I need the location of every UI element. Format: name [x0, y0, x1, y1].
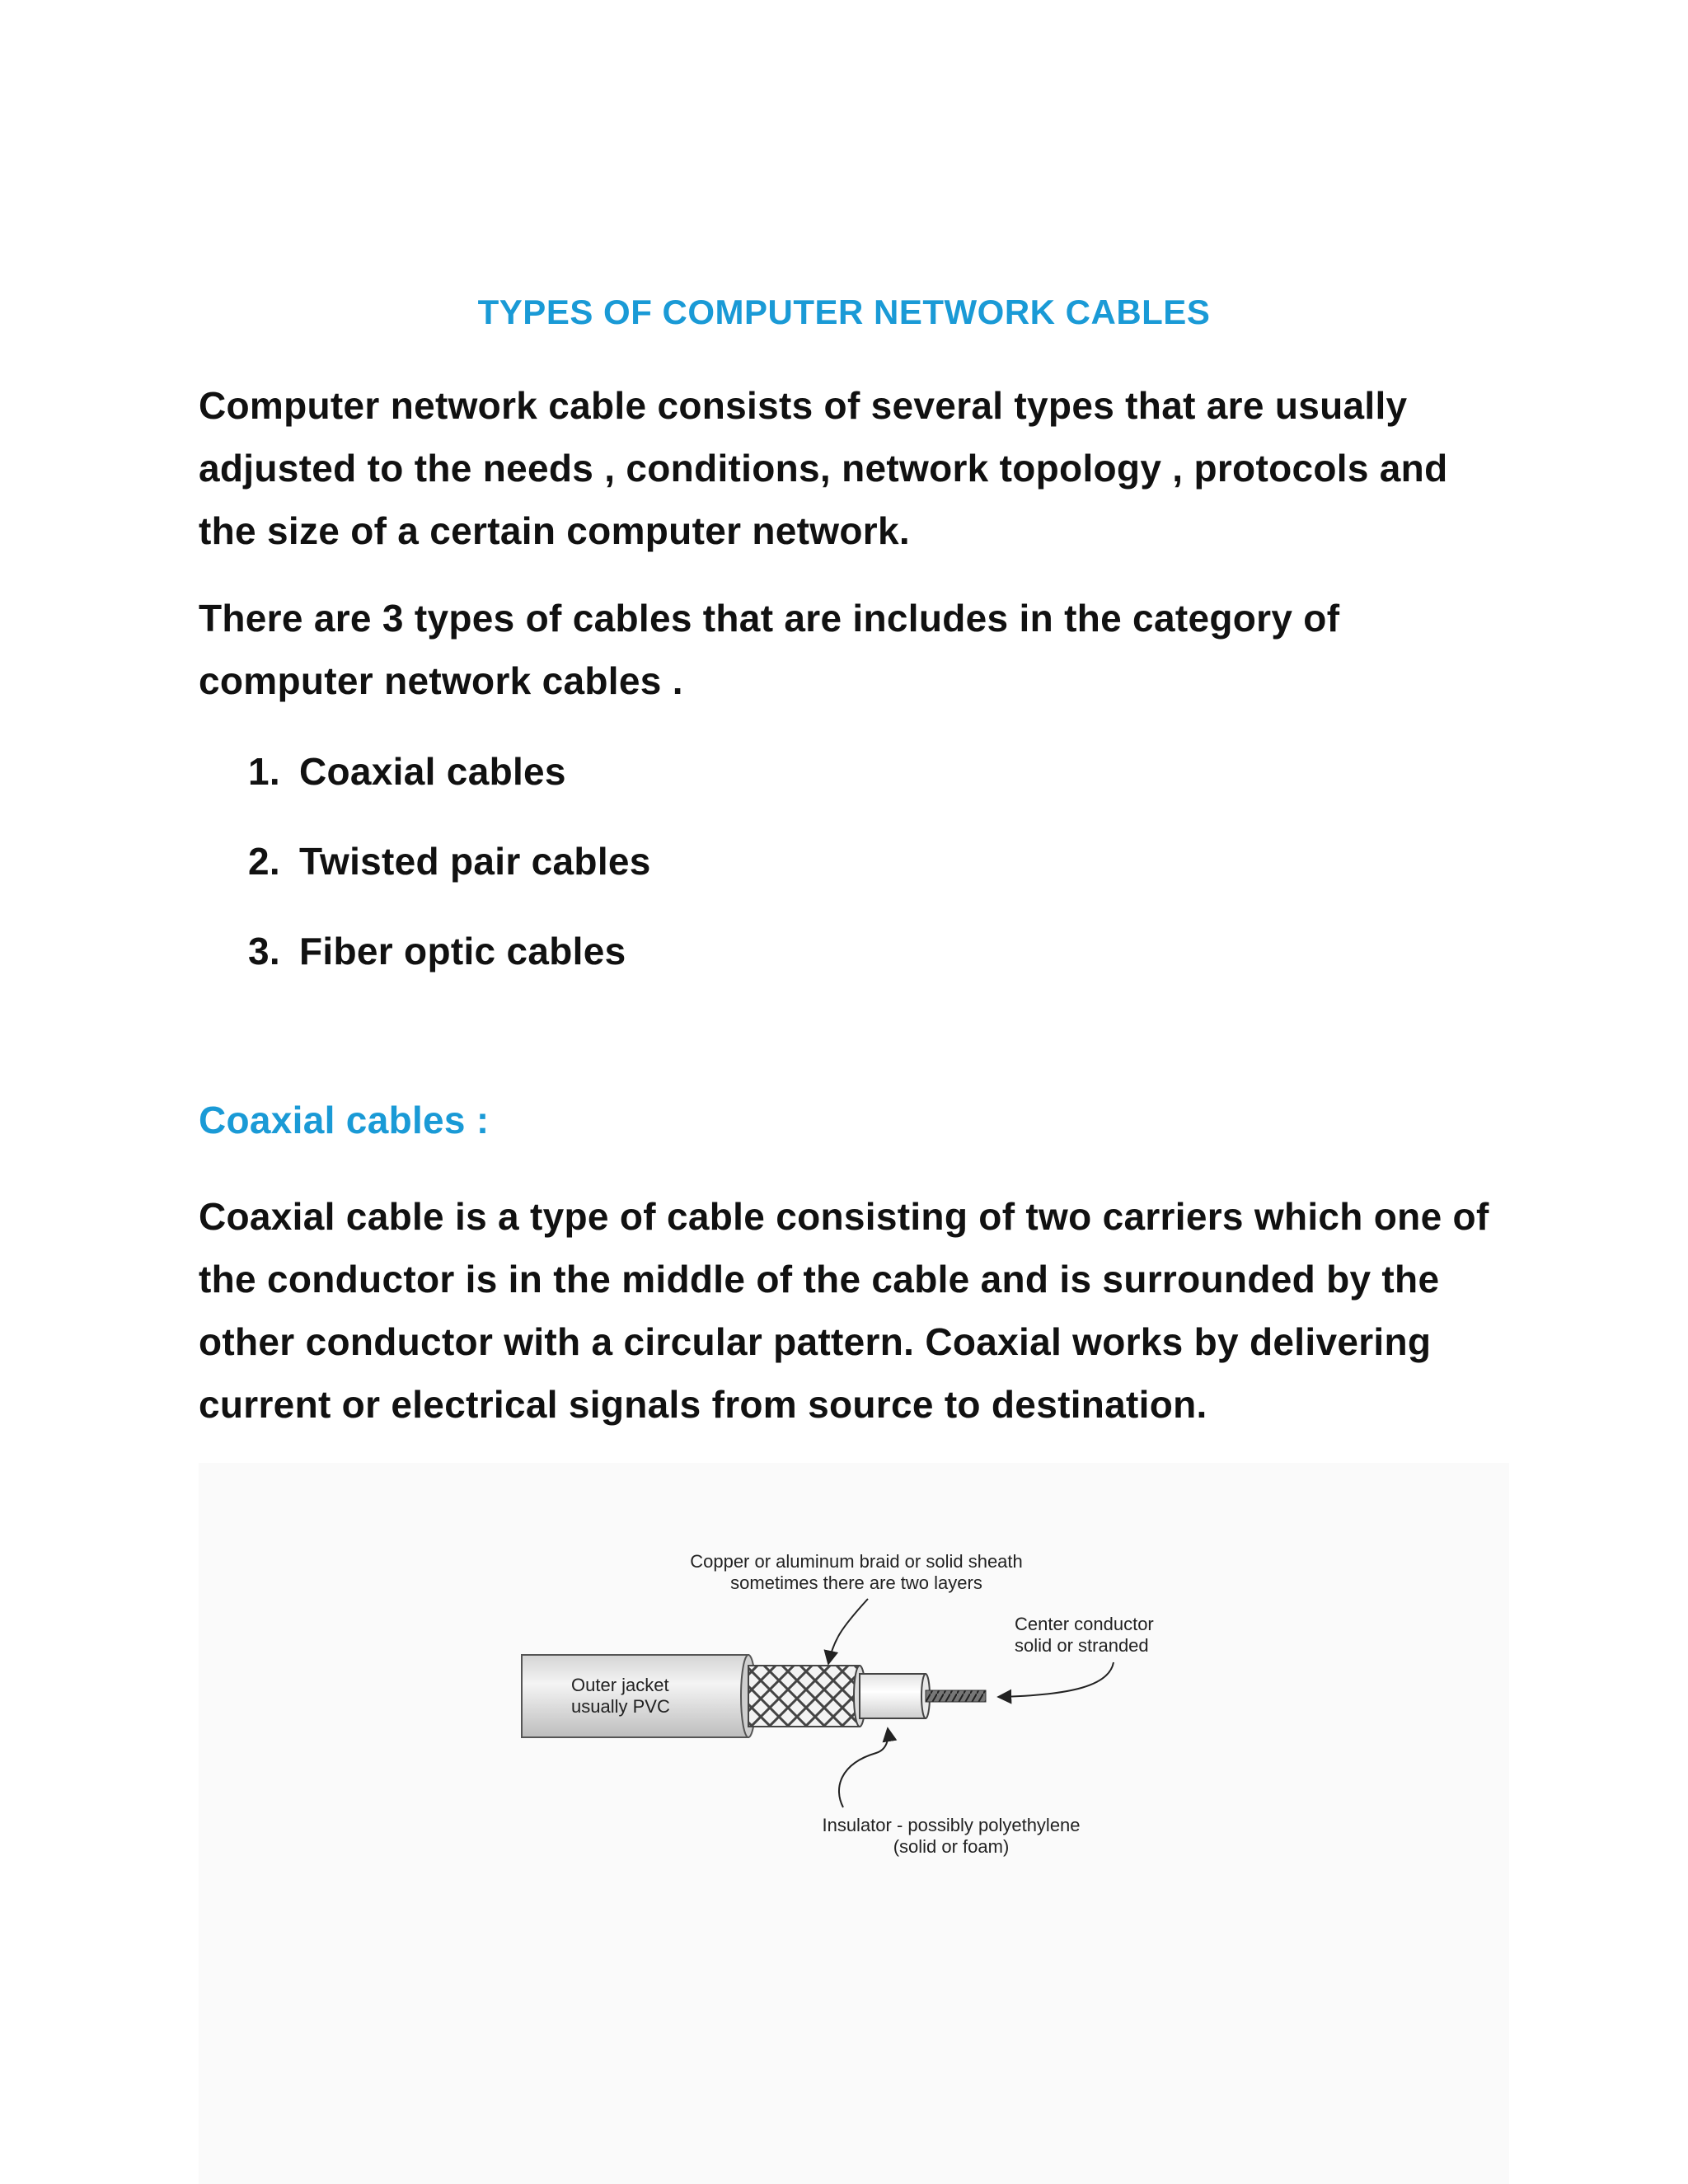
- braid-shield: [748, 1666, 865, 1727]
- insulator-label-line1: Insulator - possibly polyethylene: [822, 1815, 1081, 1835]
- braid-label-line1: Copper or aluminum braid or solid sheath: [690, 1551, 1023, 1572]
- coaxial-line: the conductor is in the middle of the cable and is surrounded by the: [199, 1258, 1440, 1301]
- insulator: [860, 1674, 930, 1718]
- coaxial-line: Coaxial cable is a type of cable consisting of two carriers which one of: [199, 1195, 1489, 1238]
- list-item-label: Coaxial cables: [299, 750, 566, 793]
- coaxial-paragraph: [199, 1185, 1501, 1436]
- insulator-label-line2: (solid or foam): [893, 1836, 1010, 1857]
- braid-label-line2: sometimes there are two layers: [730, 1572, 982, 1593]
- list-item-label: Fiber optic cables: [299, 930, 626, 972]
- coaxial-cable-svg: [199, 1463, 1509, 2184]
- types-intro-line: There are 3 types of cables that are includes in the category of: [199, 597, 1340, 640]
- center-conductor: [926, 1690, 986, 1702]
- intro-line: the size of a certain computer network.: [199, 509, 910, 552]
- jacket-label-line1: Outer jacket: [571, 1675, 669, 1695]
- center-arrow: [998, 1662, 1114, 1697]
- list-item: [248, 920, 651, 1010]
- intro-line: Computer network cable consists of several types that are usually: [199, 384, 1408, 427]
- intro-paragraph: [199, 374, 1501, 562]
- page-title: TYPES OF COMPUTER NETWORK CABLES: [477, 293, 1211, 331]
- braid-arrow: [828, 1599, 868, 1664]
- list-item-label: Twisted pair cables: [299, 840, 651, 883]
- jacket-label-line2: usually PVC: [571, 1696, 670, 1717]
- list-item: [248, 830, 651, 920]
- intro-line: adjusted to the needs , conditions, network topology , protocols and: [199, 447, 1448, 490]
- coaxial-line: other conductor with a circular pattern. Coaxial works by delivering: [199, 1320, 1432, 1363]
- list-number: 2.: [248, 840, 280, 883]
- types-intro-paragraph: [199, 587, 1501, 712]
- center-label-line2: solid or stranded: [1015, 1635, 1149, 1656]
- coaxial-heading: Coaxial cables :: [199, 1099, 490, 1141]
- cable-types-list: [248, 740, 651, 1010]
- list-number: 1.: [248, 750, 280, 793]
- types-intro-line: computer network cables .: [199, 659, 683, 702]
- center-label-line1: Center conductor: [1015, 1614, 1154, 1634]
- list-number: 3.: [248, 930, 280, 972]
- list-item: [248, 740, 651, 830]
- insulator-arrow: [839, 1728, 889, 1807]
- coaxial-cable-diagram: [199, 1463, 1509, 2184]
- coaxial-line: current or electrical signals from source to destination.: [199, 1383, 1207, 1426]
